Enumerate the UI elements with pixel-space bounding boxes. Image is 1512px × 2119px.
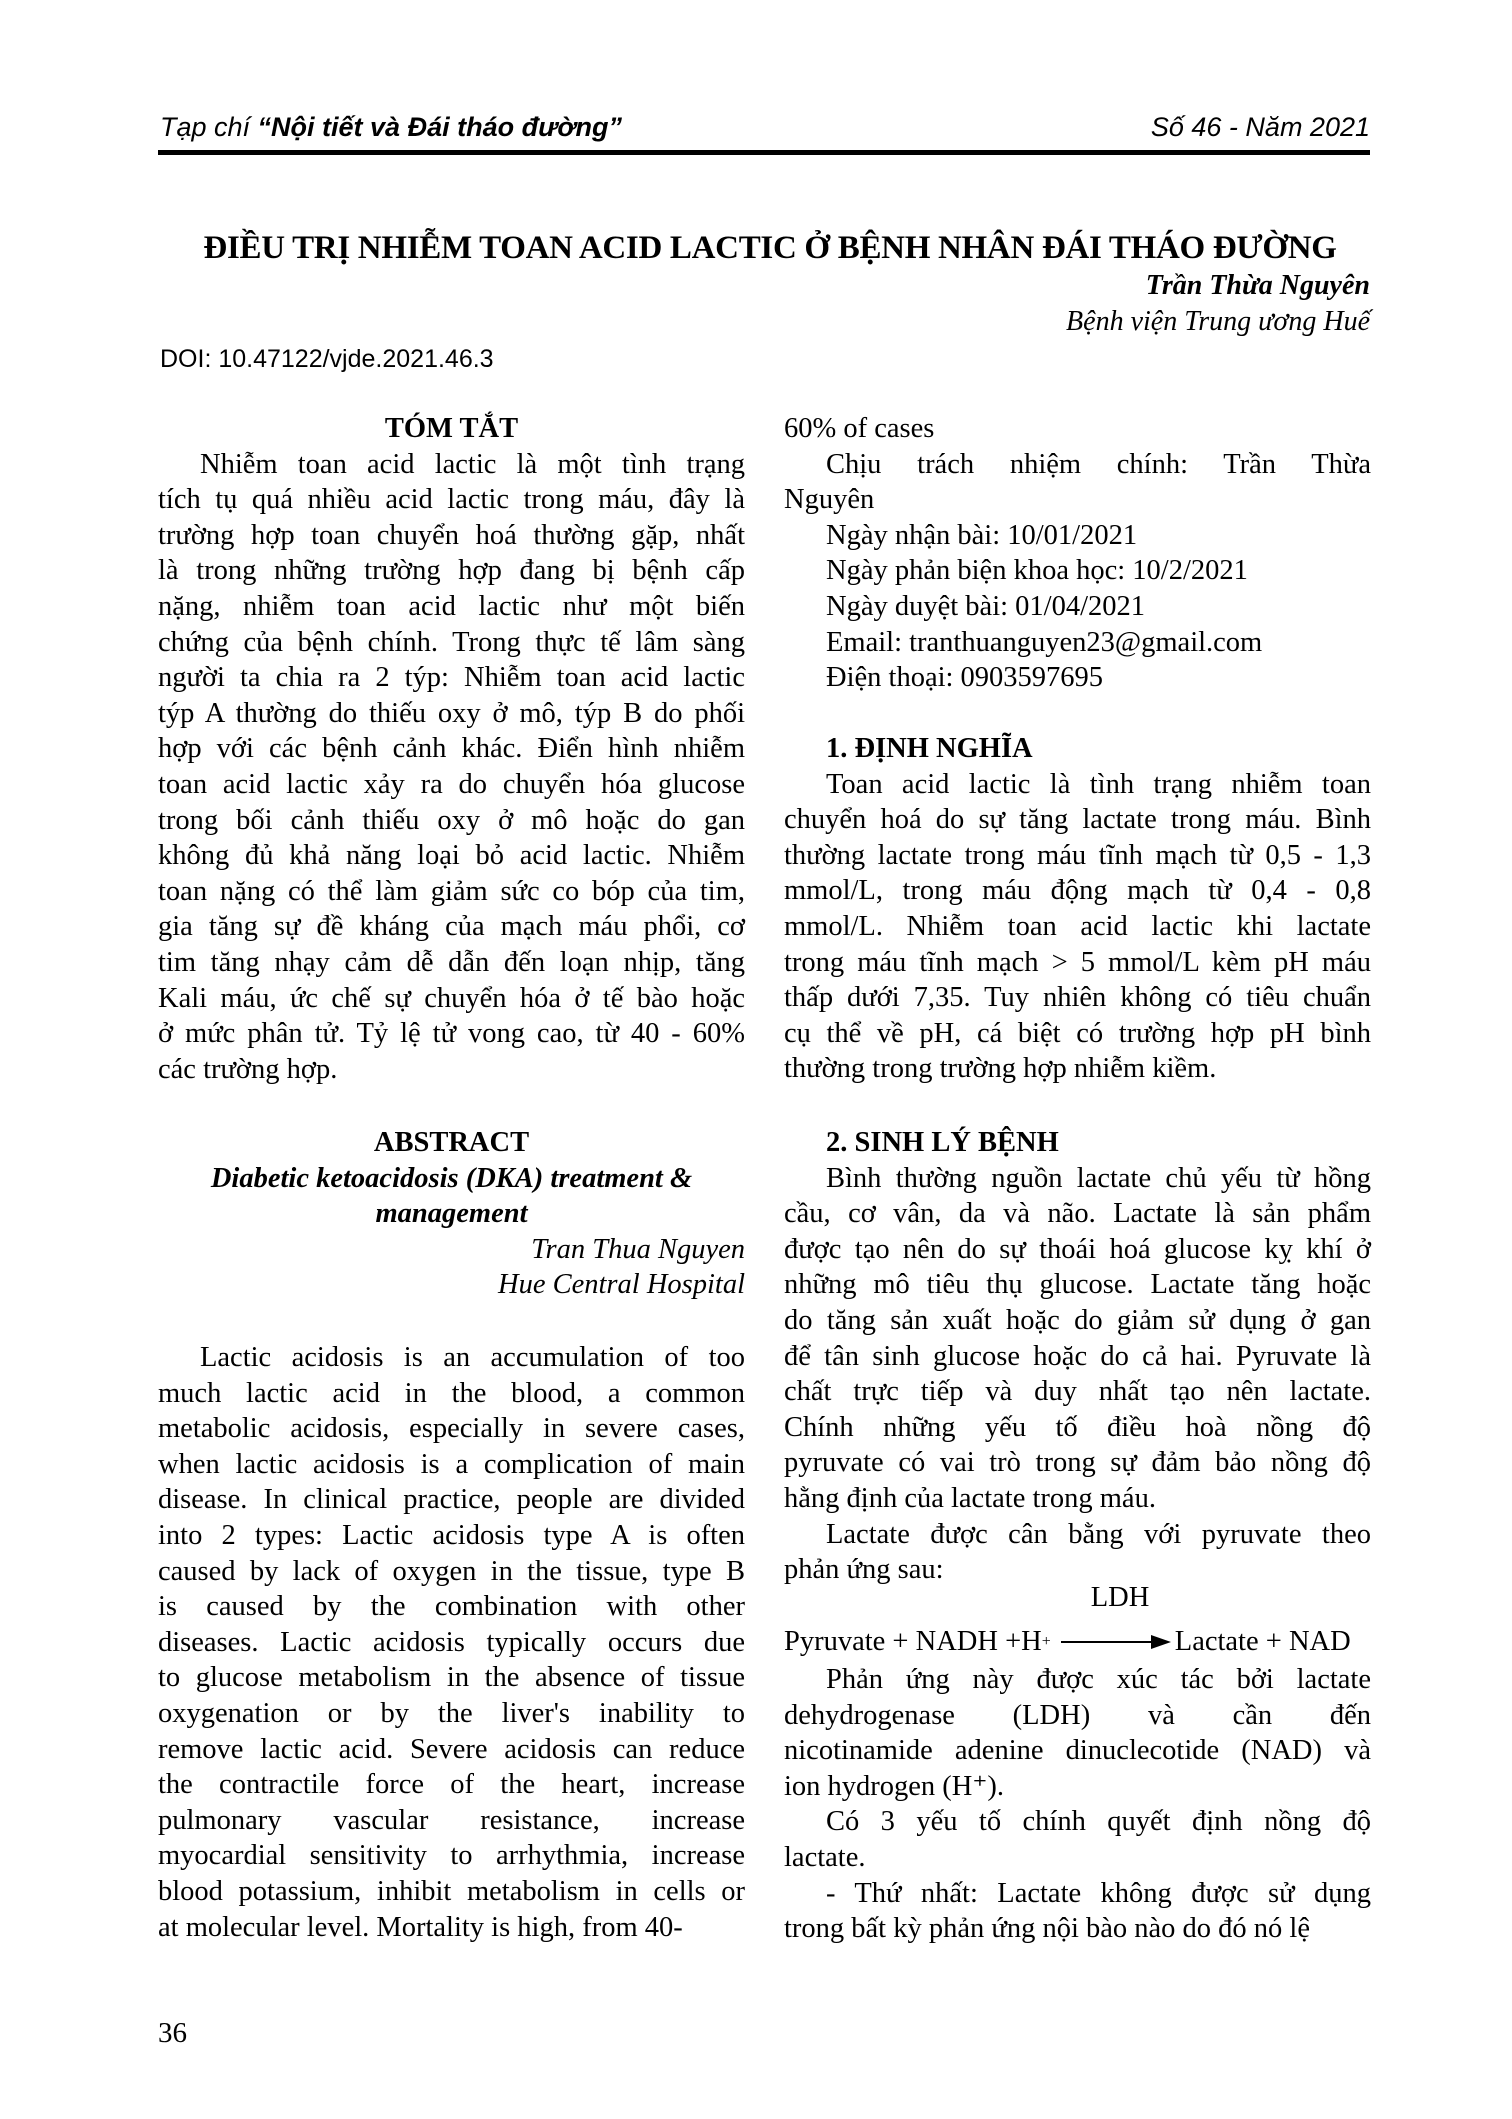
text-line: hợp với các bệnh cảnh khác. Điển hình nhiễm — [158, 733, 745, 765]
section1-heading: 1. ĐỊNH NGHĨA — [826, 733, 1033, 764]
abstract-end: 60% of cases — [784, 413, 935, 444]
text-line: much lactic acid in the blood, a common — [158, 1377, 745, 1409]
text-line: các trường hợp. — [158, 1053, 338, 1085]
text-line: mmol/L, trong máu động mạch từ 0,4 - 0,8 — [784, 875, 1371, 907]
text-line: thường lactate trong máu tĩnh mạch từ 0,5 - 1,3 — [784, 839, 1371, 871]
page-number: 36 — [158, 2017, 187, 2049]
section2-paragraph — [784, 1804, 1371, 1875]
text-line: hằng định của lactate trong máu. — [784, 1482, 1156, 1514]
doi: DOI: 10.47122/vjde.2021.46.3 — [160, 345, 494, 373]
text-line: into 2 types: Lactic acidosis type A is often — [158, 1519, 745, 1551]
section-pathophysiology — [784, 1125, 1371, 1588]
email: Email: tranthuanguyen23@gmail.com — [826, 626, 1263, 658]
text-line: blood potassium, inhibit metabolism in cells or — [158, 1875, 745, 1907]
abstract-title-line: Diabetic ketoacidosis (DKA) treatment & — [210, 1162, 693, 1194]
abstract-heading: ABSTRACT — [373, 1127, 530, 1158]
text-line: is caused by the combination with other — [158, 1591, 745, 1623]
text-line: tim tăng nhạy cảm dễ dẫn đến loạn nhịp, tăng — [158, 946, 745, 978]
text-line: caused by lack of oxygen in the tissue, type B — [158, 1555, 745, 1587]
text-line: trong máu tĩnh mạch > 5 mmol/L kèm pH máu — [784, 946, 1371, 978]
equation-reactants: Pyruvate + NADH +H — [784, 1626, 1042, 1657]
journal-name: “Nội tiết và Đái tháo đường” — [257, 112, 622, 142]
article-title: ĐIỀU TRỊ NHIỄM TOAN ACID LACTIC Ở BỆNH NHÂN ĐÁI THÁO ĐƯỜNG — [203, 230, 1337, 266]
text-line: cụ thể về pH, cá biệt có trường hợp pH bình — [784, 1017, 1371, 1049]
text-line: oxygenation or by the liver's inability to — [158, 1697, 745, 1729]
text-line: không đủ khả năng loại bỏ acid lactic. Nhiễm — [158, 840, 745, 872]
text-line: toan nặng có thể làm giảm sức co bóp của tim, — [158, 875, 745, 907]
equation-products: Lactate + NAD — [1174, 1626, 1351, 1657]
text-line: người ta chia ra 2 týp: Nhiễm toan acid lactic — [158, 662, 745, 694]
summary-section — [158, 411, 745, 1087]
text-line: là trong những trường hợp đang bị bệnh cấp — [158, 555, 745, 587]
text-line: mmol/L. Nhiễm toan acid lactic khi lactate — [784, 910, 1371, 942]
abstract-title-line: management — [375, 1198, 528, 1230]
text-line: phản ứng sau: — [784, 1554, 944, 1586]
text-line: Toan acid lactic là tình trạng nhiễm toan — [826, 768, 1371, 800]
text-line: cầu, cơ vân, da và não. Lactate là sản phẩm — [784, 1198, 1371, 1230]
text-line: nicotinamide adenine dinuclecotide (NAD) và — [784, 1735, 1371, 1767]
text-line: Lactic acidosis is an accumulation of too — [200, 1342, 745, 1373]
text-line: Có 3 yếu tố chính quyết định nồng độ — [826, 1806, 1371, 1838]
text-line: Bình thường nguồn lactate chủ yếu từ hồng — [826, 1162, 1371, 1194]
text-line: lactate. — [784, 1841, 866, 1873]
section-definition — [784, 731, 1371, 1087]
abstract-paragraph — [158, 1340, 745, 1945]
text-line: thấp dưới 7,35. Tuy nhiên không có tiêu chuẩn — [784, 982, 1371, 1014]
text-line: Chịu trách nhiệm chính: Trần Thừa — [826, 448, 1371, 480]
review-date: Ngày phản biện khoa học: 10/2/2021 — [826, 555, 1248, 587]
journal-prefix: Tạp chí — [160, 112, 258, 142]
text-line: to glucose metabolism in the absence of tissue — [158, 1662, 745, 1694]
text-line: disease. In clinical practice, people are divided — [158, 1484, 745, 1516]
section2-paragraph — [784, 1662, 1371, 1804]
text-line: týp A thường do thiếu oxy ở mô, týp B do phối — [158, 697, 745, 729]
section1-paragraph — [784, 767, 1371, 1087]
section2-paragraph — [784, 1517, 1371, 1588]
header-rule — [158, 150, 1370, 155]
abstract-header — [158, 1125, 745, 1303]
text-line: at molecular level. Mortality is high, from 40- — [158, 1911, 683, 1943]
article-info — [784, 411, 1371, 696]
text-line: Kali máu, ức chế sự chuyển hóa ở tế bào hoặc — [158, 982, 745, 1014]
text-line: gia tăng sự đề kháng của mạch máu phổi, cơ — [158, 911, 745, 943]
text-line: những mô tiêu thụ glucose. Lactate tăng hoặc — [784, 1269, 1371, 1301]
section2-heading: 2. SINH LÝ BỆNH — [826, 1127, 1059, 1158]
summary-heading: TÓM TẮT — [384, 413, 519, 444]
text-line: myocardial sensitivity to arrhythmia, increase — [158, 1840, 745, 1872]
text-line: nặng, nhiễm toan acid lactic như một biến — [158, 590, 745, 622]
responsible-author — [784, 447, 1371, 518]
reaction-arrow-icon — [1061, 1632, 1173, 1652]
text-line: Nhiễm toan acid lactic là một tình trạng — [200, 448, 745, 480]
text-line: để tân sinh glucose hoặc do cả hai. Pyruvate là — [784, 1340, 1371, 1372]
text-line: tích tụ quá nhiều acid lactic trong máu, đây là — [158, 484, 745, 516]
article-affiliation: Bệnh viện Trung ương Huế — [1066, 306, 1370, 337]
text-line: Lactate được cân bằng với pyruvate theo — [826, 1518, 1371, 1550]
text-line: diseases. Lactic acidosis typically occurs due — [158, 1626, 745, 1658]
text-line: ở mức phân tử. Tỷ lệ tử vong cao, từ 40 - 60% — [158, 1018, 745, 1050]
abstract-body — [158, 1340, 745, 1945]
article-author: Trần Thừa Nguyên — [1145, 270, 1370, 301]
text-line: Nguyên — [784, 484, 875, 516]
section2-paragraph — [784, 1161, 1371, 1517]
text-line: do tăng sản xuất hoặc do giảm sử dụng ở gan — [784, 1304, 1371, 1336]
text-line: thường trong trường hợp nhiễm kiềm. — [784, 1053, 1217, 1085]
text-line: trong bất kỳ phản ứng nội bào nào do đó nó lệ — [784, 1913, 1310, 1945]
equation-enzyme: LDH — [1090, 1582, 1150, 1613]
abstract-author: Tran Thua Nguyen — [531, 1233, 745, 1265]
summary-paragraph — [158, 447, 745, 1088]
text-line: toan acid lactic xảy ra do chuyển hóa glucose — [158, 768, 745, 800]
text-line: pulmonary vascular resistance, increase — [158, 1804, 745, 1836]
received-date: Ngày nhận bài: 10/01/2021 — [826, 519, 1138, 551]
abstract-affiliation: Hue Central Hospital — [498, 1269, 745, 1301]
text-line: chứng của bệnh chính. Trong thực tế lâm sàng — [158, 626, 745, 658]
text-line: dehydrogenase (LDH) và cần đến — [784, 1699, 1371, 1731]
section2-paragraph — [784, 1876, 1371, 1947]
text-line: ion hydrogen (H⁺). — [784, 1770, 1005, 1802]
text-line: - Thứ nhất: Lactate không được sử dụng — [826, 1877, 1371, 1909]
text-line: when lactic acidosis is a complication of main — [158, 1448, 745, 1480]
section2-continued — [784, 1662, 1371, 1947]
text-line: chuyển hoá do sự tăng lactate trong máu. Bình — [784, 804, 1371, 836]
journal-header — [160, 112, 622, 143]
issue-label: Số 46 - Năm 2021 — [1150, 112, 1370, 142]
text-line: trường hợp toan chuyển hoá thường gặp, nhất — [158, 519, 745, 551]
text-line: chất trực tiếp và duy nhất tạo nên lactate. — [784, 1376, 1371, 1408]
text-line: Chính những yếu tố điều hoà nồng độ — [784, 1411, 1371, 1443]
reaction-equation: Pyruvate + NADH +H + Lactate + NAD — [784, 1626, 1351, 1657]
text-line: the contractile force of the heart, increase — [158, 1769, 745, 1801]
text-line: pyruvate có vai trò trong sự đảm bảo nồng độ — [784, 1447, 1371, 1479]
phone: Điện thoại: 0903597695 — [826, 662, 1104, 694]
text-line: được tạo nên do sự thoái hoá glucose kỵ khí ở — [784, 1233, 1371, 1265]
text-line: Phản ứng này được xúc tác bởi lactate — [826, 1664, 1371, 1695]
text-line: remove lactic acid. Severe acidosis can reduce — [158, 1733, 745, 1765]
accepted-date: Ngày duyệt bài: 01/04/2021 — [826, 590, 1145, 622]
text-line: metabolic acidosis, especially in severe cases, — [158, 1413, 745, 1445]
text-line: trong bối cảnh thiếu oxy ở mô hoặc do gan — [158, 804, 745, 836]
